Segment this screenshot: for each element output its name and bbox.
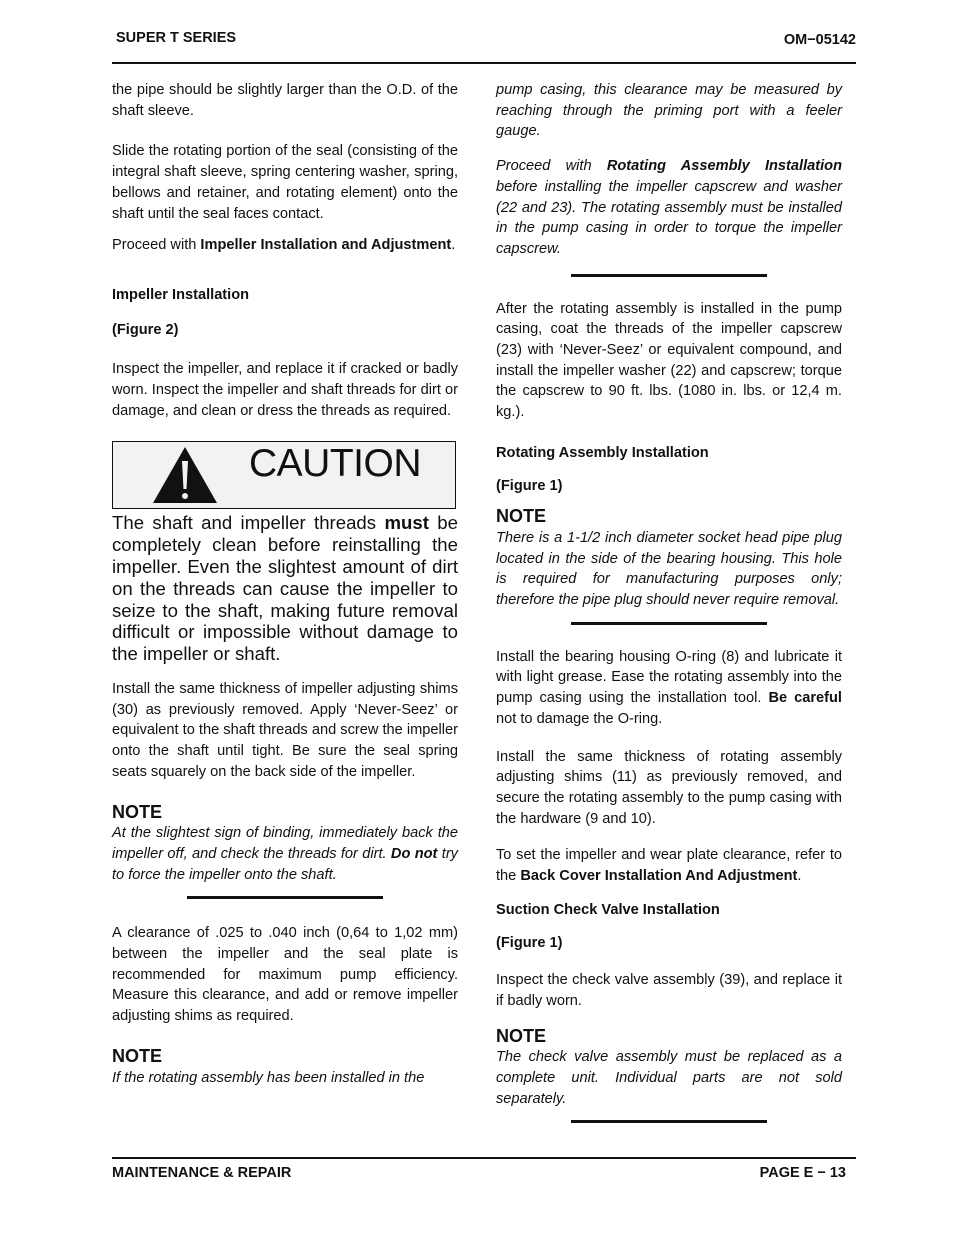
note-end-rule [187,896,383,899]
warning-triangle-icon [151,445,219,505]
note-heading: NOTE [112,801,163,822]
paragraph: Proceed with Impeller Installation and Adjustment. [112,237,456,254]
note-text: At the slightest sign of binding, immediately back the impeller off, and check the threads for dirt. Do not try to force the impeller onto the shaft. [112,825,458,883]
note-text: There is a 1-1/2 inch diameter socket head pipe plug located in the side of the bearing housing. This hole is required for manufacturing purposes only; therefore the pipe plug should never require removal. [496,529,842,609]
paragraph: Install the bearing housing O-ring (8) and lubricate it with light grease. Ease the rotating assembly into the pump casing using the installation tool. Be careful not to damage the O-ring. [496,648,842,727]
section-heading: Suction Check Valve Installation [496,901,720,918]
document-number: OM−05142 [783,32,856,48]
page-number: PAGE E − 13 [759,1165,846,1181]
paragraph: Install the same thickness of rotating assembly adjusting shims (11) as previously removed, and secure the rotating assembly to the pump casing with the hardware (9 and 10). [496,748,842,827]
note-text: The check valve assembly must be replaced as a complete unit. Individual parts are not sold separately. [496,1049,842,1107]
cross-reference: Rotating Assembly Installation [606,158,842,175]
paragraph: After the rotating assembly is installed in the pump casing, coat the threads of the impeller capscrew (23) with ‘Never-Seez’ or equivalent compound, and install the impeller washer (22) and capscrew; torque the capscrew to 90 ft. lbs. (1080 in. lbs. or 12,4 m. kg.). [496,300,842,421]
note-heading: NOTE [496,506,547,527]
caution-banner [112,441,456,509]
page-header [112,30,856,60]
section-name: MAINTENANCE & REPAIR [112,1165,292,1181]
note-end-rule [571,274,767,277]
note-heading: NOTE [496,1025,547,1046]
paragraph: Install the same thickness of impeller adjusting shims (30) as previously removed. Apply ‘Never-Seez’ or equivalent to the shaft threads and screw the impeller onto the shaft until tight. Be sure the seal spring seats squarely on the back side of the impeller. [112,681,458,780]
note-text: Proceed with Rotating Assembly Installation before installing the impeller capscrew and washer (22 and 23). The rotating assembly must be installed in the pump casing in order to torque the impeller capscrew. [496,158,842,257]
section-heading: Impeller Installation [112,286,250,303]
figure-reference: (Figure 1) [496,934,563,951]
caution-label: CAUTION [249,442,421,486]
header-rule [112,62,856,64]
figure-reference: (Figure 2) [112,321,179,338]
right-column [496,80,842,1123]
note-heading: NOTE [112,1045,163,1066]
paragraph: A clearance of .025 to .040 inch (0,64 to 1,02 mm) between the impeller and the seal plate is recommended for maximum pump efficiency. Measure this clearance, and add or remove impeller adjusting shims as required. [112,925,458,1025]
paragraph: Slide the rotating portion of the seal (consisting of the integral shaft sleeve, spring centering washer, spring, bellows and retainer, and rotating element) onto the shaft until the seal faces contact. [112,143,458,222]
section-heading: Rotating Assembly Installation [496,444,709,461]
figure-reference: (Figure 1) [496,477,563,494]
paragraph: Inspect the impeller, and replace it if cracked or badly worn. Inspect the impeller and shaft threads for dirt or damage, and clean or dress the threads as required. [112,361,458,419]
paragraph: To set the impeller and wear plate clearance, refer to the Back Cover Installation And Adjustment. [496,847,842,885]
cross-reference: Impeller Installation and Adjustment [200,237,452,254]
note-text-continued: pump casing, this clearance may be measured by reaching through the priming port with a feeler gauge. [496,82,842,140]
paragraph: Inspect the check valve assembly (39), and replace it if badly worn. [496,972,842,1009]
paragraph: the pipe should be slightly larger than the O.D. of the shaft sleeve. [112,82,458,119]
left-column [112,80,458,1088]
note-end-rule [571,622,767,625]
note-text: If the rotating assembly has been installed in the [112,1069,425,1086]
note-end-rule [571,1120,767,1123]
page-footer [112,1157,846,1197]
series-title: SUPER T SERIES [116,30,237,46]
caution-text: The shaft and impeller threads must be completely clean before reinstalling the impeller. Even the slightest amount of dirt on the threads can cause the impeller to seize to the shaft, making future removal difficult or impossible without damage to the impeller or shaft. [112,512,458,665]
cross-reference: Back Cover Installation And Adjustment [520,868,798,885]
